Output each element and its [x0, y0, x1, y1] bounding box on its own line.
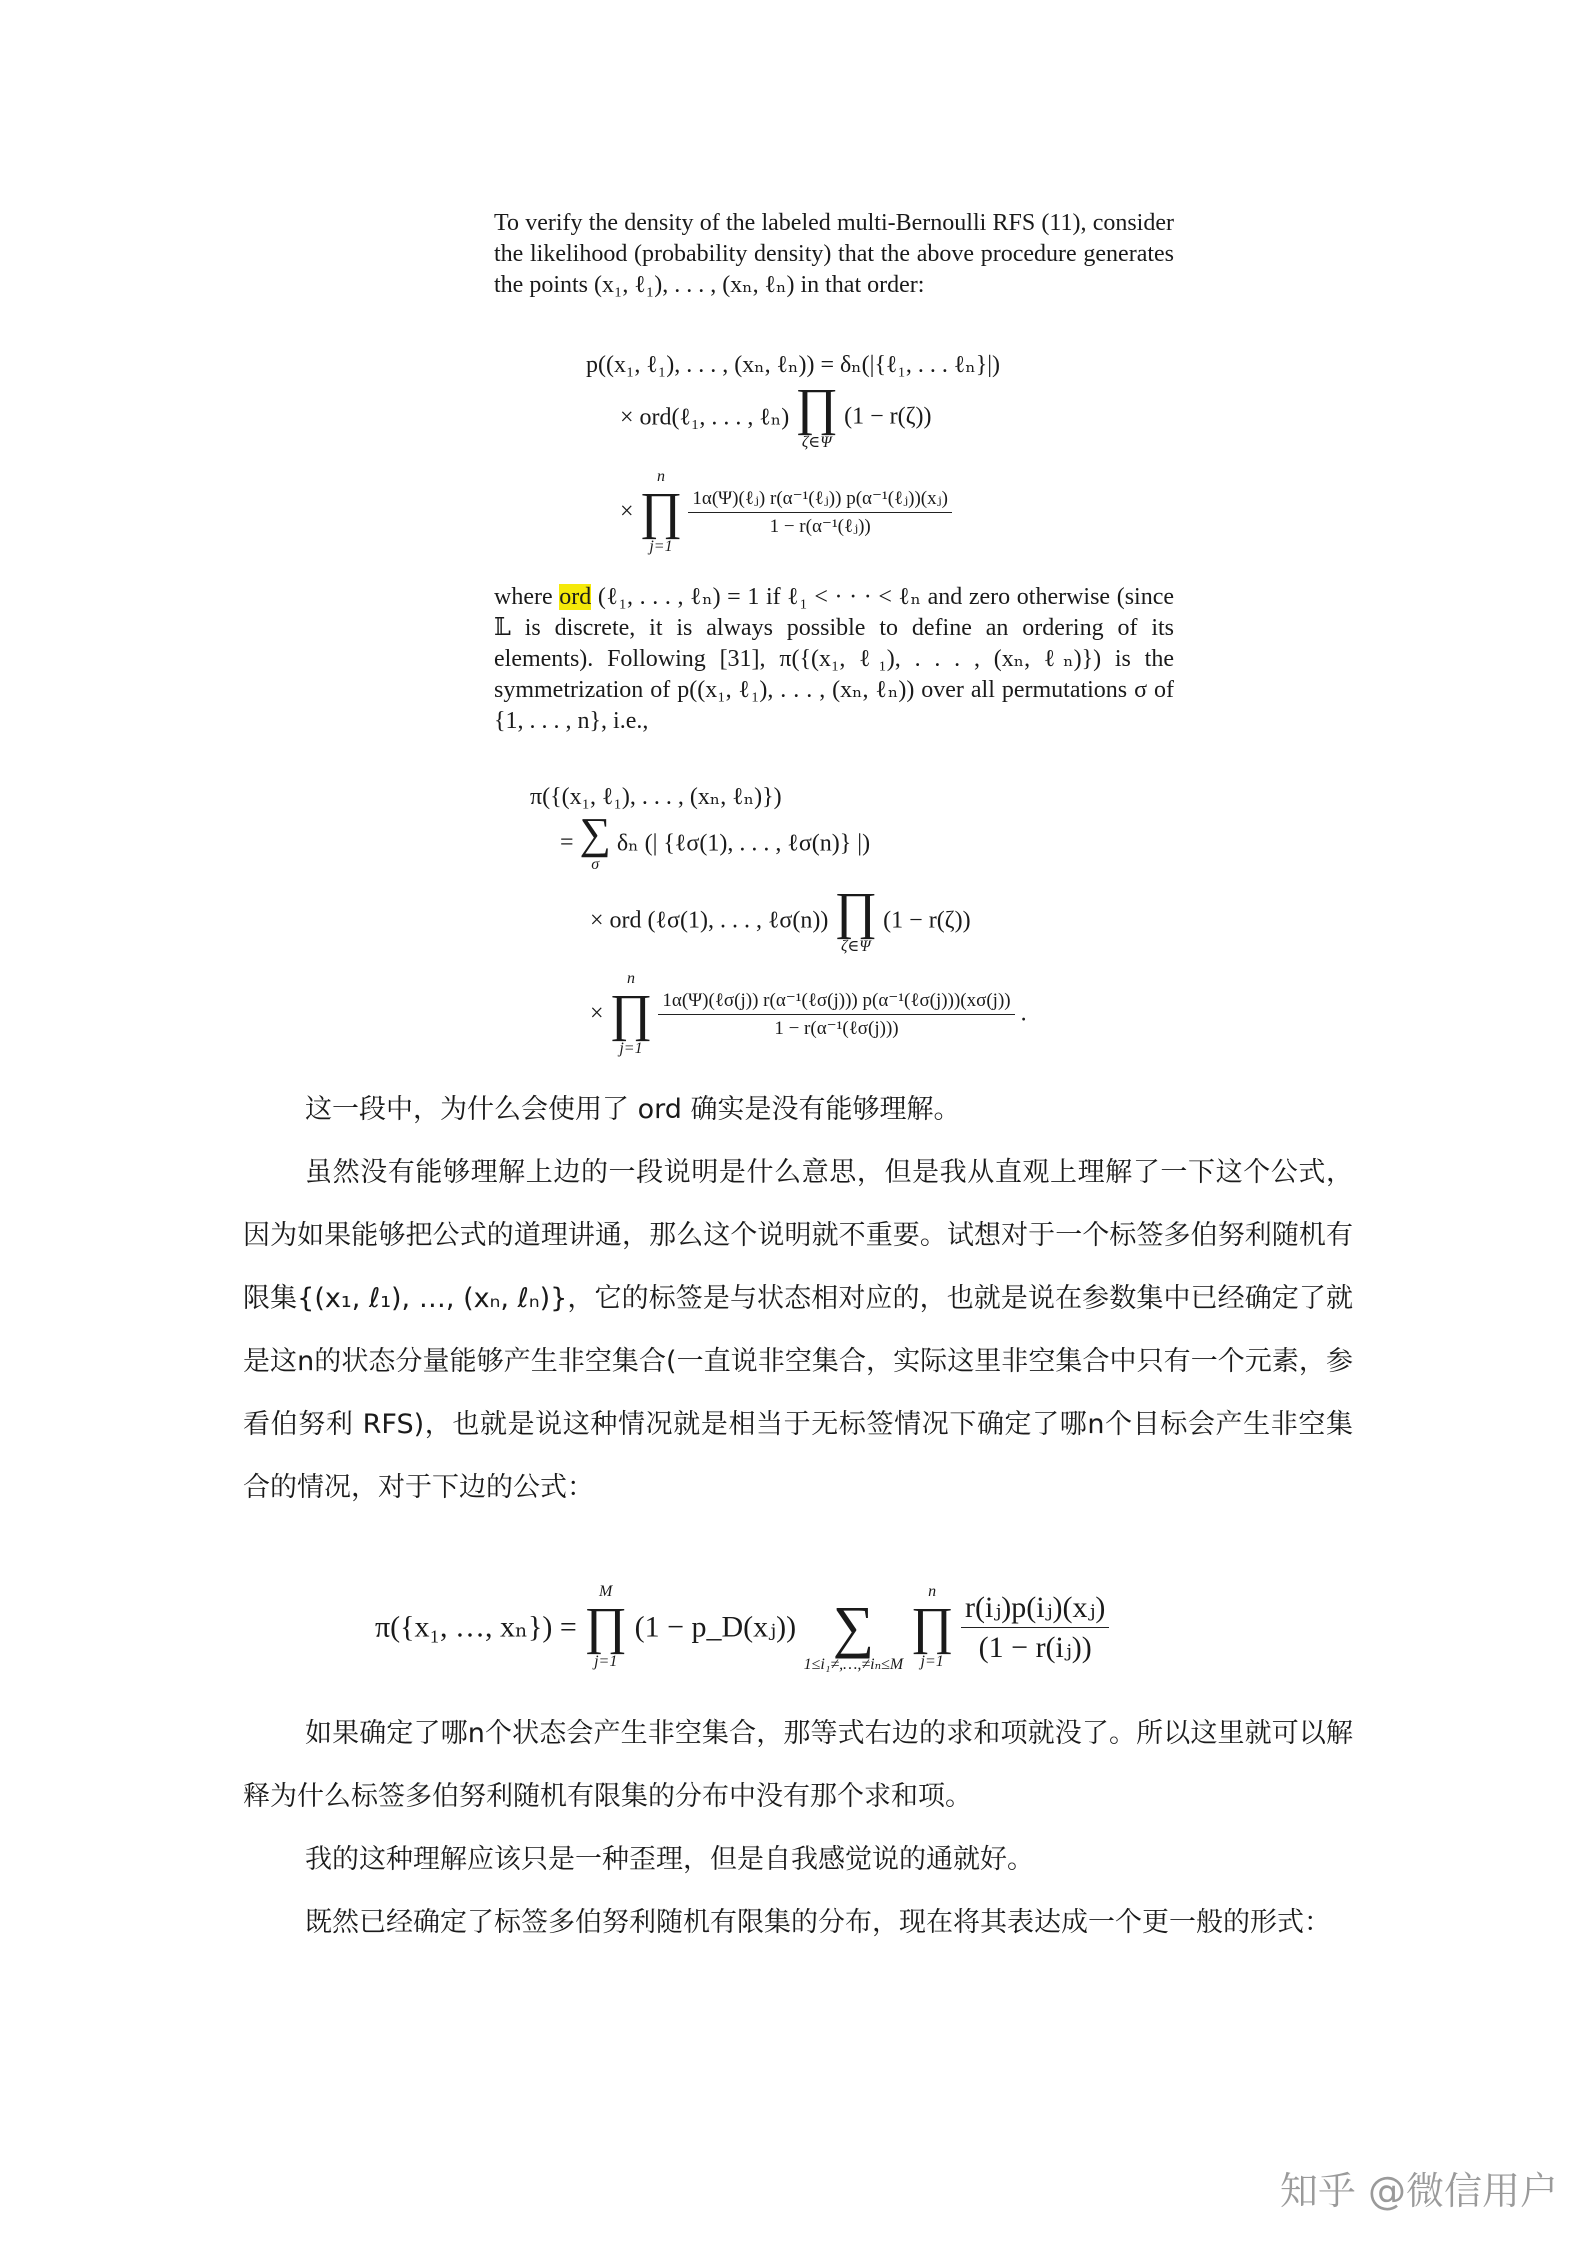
- eq1-line1-text: p((x₁, ℓ₁), . . . , (xₙ, ℓₙ)) = δₙ(|{ℓ₁, . . . ℓₙ}|): [586, 352, 1001, 378]
- cn-eq-product-1: M ∏ j=1: [584, 1583, 628, 1670]
- eq1-product-limit: ζ∈Ψ: [801, 434, 832, 451]
- eq1-prod-top: n: [656, 468, 665, 485]
- eq2-sum-operator: ∑ σ: [579, 809, 611, 873]
- cn-paragraph-5: 既然已经确定了标签多伯努利随机有限集的分布，现在将其表达成一个更一般的形式：: [305, 1907, 1331, 1938]
- eq2-line2-text: δₙ (| {ℓσ(1), . . . , ℓσ(n)} |): [616, 830, 871, 857]
- cn-eq-fraction: [961, 1590, 1109, 1665]
- equation-2-line-2: = ∑ σ δₙ (| {ℓσ(1), . . . , ℓσ(n)} |): [560, 809, 871, 873]
- para2-text: (ℓ₁, . . . , ℓₙ) = 1 if ℓ₁ < · · · < ℓₙ and zero otherwise (since 𝕃 is discrete, it is always possible to define an ordering of its elements). Following [31], π({(x₁, ℓ₁), . . . , (xₙ, ℓₙ)}) is the symmetrization of p((x₁, ℓ₁), . . . , (xₙ, ℓₙ)) over all permutations σ of {1, . . . , n}, i.e.,: [494, 584, 1175, 734]
- eq2-line3-prefix: × ord (ℓσ(1), . . . , ℓσ(n)): [590, 907, 829, 934]
- cn-eq-sum: ∑ 1≤i₁≠,…,≠iₙ≤M: [803, 1594, 904, 1673]
- eq1-product-operator-2: n ∏ j=1: [639, 468, 683, 555]
- eq1-fraction-denominator: 1 − r(α⁻¹(ℓⱼ)): [769, 515, 871, 537]
- cn-eq-denominator: (1 − r(iⱼ)): [978, 1630, 1092, 1664]
- equation-1-line-3: × n ∏ j=1 $\frac{\text{1α(Ψ)(ℓⱼ) r(α⁻¹(ℓⱼ)) p(α⁻¹(ℓⱼ))(xⱼ)}}{\text{1 − r(α⁻¹(ℓⱼ))}}$: [620, 468, 952, 556]
- eq2-product-operator: ∏ ζ∈Ψ: [834, 883, 878, 955]
- eq2-fraction: [658, 989, 1014, 1040]
- para2-where: where: [494, 584, 553, 610]
- eq2-prod-bottom: j=1: [619, 1040, 643, 1057]
- cn-eq-sum-limit: 1≤i₁≠,…,≠iₙ≤M: [803, 1656, 904, 1673]
- cn-eq-prod2-bottom: j=1: [920, 1653, 944, 1670]
- eq2-sum-limit: σ: [591, 856, 600, 873]
- chinese-body: [243, 1078, 1353, 1519]
- cn-eq-prod1-bottom: j=1: [594, 1653, 618, 1670]
- eq1-line2-prefix: × ord(ℓ₁, . . . , ℓₙ): [620, 404, 790, 431]
- equation-2-line-1: [530, 782, 782, 811]
- cn-eq-term1: (1 − p_D(xⱼ)): [634, 1610, 797, 1644]
- zhihu-watermark: 知乎 @微信用户: [1279, 2169, 1558, 2213]
- cn-eq-lhs: π({x₁, …, xₙ}) =: [375, 1610, 577, 1644]
- eq2-fraction-denominator: 1 − r(α⁻¹(ℓσ(j))): [774, 1017, 899, 1039]
- english-paragraph-2: [494, 582, 1174, 737]
- english-paragraph-1: [494, 208, 1174, 301]
- eq2-product-operator-2: n ∏ j=1: [609, 970, 653, 1057]
- eq2-fraction-numerator: 1α(Ψ)(ℓσ(j)) r(α⁻¹(ℓσ(j))) p(α⁻¹(ℓσ(j)))(xσ(j)): [658, 989, 1014, 1015]
- cn-eq-prod1-top: M: [599, 1583, 613, 1600]
- eq1-fraction: [688, 487, 952, 538]
- cn-eq-numerator: r(iⱼ)p(iⱼ)(xⱼ): [961, 1590, 1109, 1628]
- english-para1-text: To verify the density of the labeled multi-Bernoulli RFS (11), consider the likelihood (probability density) that the above procedure generates the points (x₁, ℓ₁), . . . , (xₙ, ℓₙ) in that order:: [494, 210, 1174, 298]
- eq1-product-operator: ∏ ζ∈Ψ: [795, 379, 839, 451]
- eq2-product-limit: ζ∈Ψ: [840, 938, 871, 955]
- equation-2-line-4: × n ∏ j=1 $\frac{\text{1α(Ψ)(ℓσ(j)) r(α⁻¹(ℓσ(j))) p(α⁻¹(ℓσ(j)))(xσ(j))}}{\text{1 − r(α⁻¹(ℓσ(j)))}}$ .: [590, 970, 1027, 1057]
- cn-paragraph-2: 虽然没有能够理解上边的一段说明是什么意思，但是我从直观上理解了一下这个公式，因为如果能够把公式的道理讲通，那么这个说明就不重要。试想对于一个标签多伯努利随机有限集{(x₁, ℓ₁), …, (xₙ, ℓₙ)}，它的标签是与状态相对应的，也就是说在参数集中已经确定了就是这n的状态分量能够产生非空集合(一直说非空集合，实际这里非空集合中只有一个元素，参看伯努利 RFS)，也就是说这种情况就是相当于无标签情况下确定了哪n个目标会产生非空集合的情况，对于下边的公式：: [243, 1157, 1353, 1503]
- eq1-line2-suffix: (1 − r(ζ)): [844, 403, 932, 430]
- cn-paragraph-3: 如果确定了哪n个状态会产生非空集合，那等式右边的求和项就没了。所以这里就可以解释为什么标签多伯努利随机有限集的分布中没有那个求和项。: [243, 1718, 1353, 1812]
- cn-paragraph-4: 我的这种理解应该只是一种歪理，但是自我感觉说的通就好。: [305, 1844, 1034, 1875]
- cn-eq-product-2: n ∏ j=1: [910, 1583, 954, 1670]
- cn-eq-prod2-top: n: [928, 1583, 937, 1600]
- eq2-prod-top: n: [626, 970, 635, 987]
- chinese-body-2: [243, 1702, 1353, 1954]
- eq2-line1-text: π({(x₁, ℓ₁), . . . , (xₙ, ℓₙ)}): [530, 784, 782, 810]
- equation-1-line-1: [586, 350, 1000, 379]
- eq1-fraction-numerator: 1α(Ψ)(ℓⱼ) r(α⁻¹(ℓⱼ)) p(α⁻¹(ℓⱼ))(xⱼ): [688, 487, 952, 513]
- cn-paragraph-1: 这一段中，为什么会使用了 ord 确实是没有能够理解。: [305, 1094, 961, 1125]
- eq1-prod-bottom: j=1: [649, 538, 673, 555]
- equation-1-line-2: [620, 379, 932, 452]
- equation-2-line-3: [590, 883, 971, 956]
- eq2-line3-suffix: (1 − r(ζ)): [883, 907, 971, 934]
- chinese-equation: [375, 1580, 1109, 1674]
- highlighted-ord: ord: [559, 584, 592, 610]
